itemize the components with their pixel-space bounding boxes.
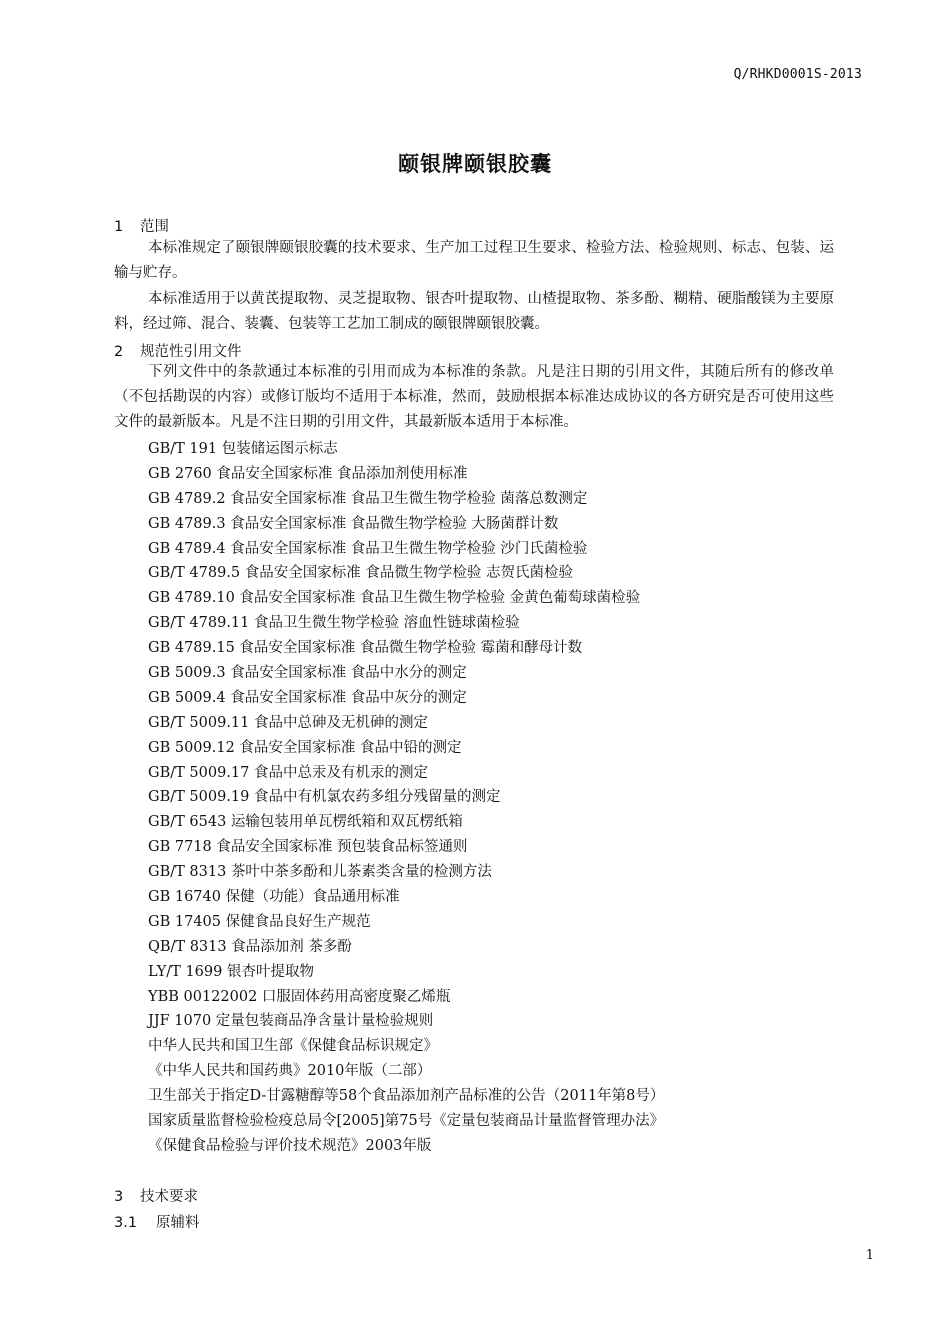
- section-title: 规范性引用文件: [140, 344, 242, 360]
- section-3-1-heading: [114, 1211, 200, 1232]
- reference-item: LY/T 1699 银杏叶提取物: [148, 963, 314, 980]
- scope-paragraph-1: 本标准规定了颐银牌颐银胶囊的技术要求、生产加工过程卫生要求、检验方法、检验规则、标志、包装、运输与贮存。: [114, 240, 834, 281]
- section-2-heading: [114, 340, 242, 361]
- reference-item: GB 16740 保健（功能）食品通用标准: [148, 889, 400, 906]
- reference-item: GB/T 4789.11 食品卫生微生物学检验 溶血性链球菌检验: [148, 615, 520, 632]
- reference-item: GB 4789.4 食品安全国家标准 食品卫生微生物学检验 沙门氏菌检验: [148, 540, 588, 557]
- page-number: 1: [865, 1248, 874, 1263]
- document-title: 颐银牌颐银胶囊: [398, 152, 552, 176]
- reference-item: 中华人民共和国卫生部《保健食品标识规定》: [148, 1038, 438, 1055]
- section-number: 2: [114, 344, 124, 360]
- reference-item: JJF 1070 定量包装商品净含量计量检验规则: [148, 1013, 434, 1030]
- section-title: 范围: [140, 219, 169, 235]
- section-3-heading: [114, 1185, 198, 1206]
- section-1-heading: [114, 215, 169, 236]
- reference-item: GB 2760 食品安全国家标准 食品添加剂使用标准: [148, 465, 468, 482]
- scope-paragraph-2: 本标准适用于以黄芪提取物、灵芝提取物、银杏叶提取物、山楂提取物、茶多酚、糊精、硬脂酸镁为主要原料，经过筛、混合、装囊、包装等工艺加工制成的颐银牌颐银胶囊。: [114, 291, 834, 332]
- reference-item: GB 4789.10 食品安全国家标准 食品卫生微生物学检验 金黄色葡萄球菌检验: [148, 590, 641, 607]
- reference-item: GB 17405 保健食品良好生产规范: [148, 913, 371, 930]
- reference-item: GB/T 5009.11 食品中总砷及无机砷的测定: [148, 714, 428, 731]
- reference-item: GB/T 5009.19 食品中有机氯农药多组分残留量的测定: [148, 789, 501, 806]
- section-number: 3.1: [114, 1215, 138, 1231]
- reference-item: GB 4789.3 食品安全国家标准 食品微生物学检验 大肠菌群计数: [148, 515, 559, 532]
- reference-item: GB 5009.4 食品安全国家标准 食品中灰分的测定: [148, 689, 467, 706]
- reference-item: QB/T 8313 食品添加剂 茶多酚: [148, 938, 352, 955]
- reference-list: [148, 437, 664, 1159]
- section-title: 技术要求: [140, 1189, 198, 1205]
- reference-item: GB 5009.12 食品安全国家标准 食品中铅的测定: [148, 739, 462, 756]
- reference-item: GB/T 5009.17 食品中总汞及有机汞的测定: [148, 764, 428, 781]
- normative-references-paragraph: 下列文件中的条款通过本标准的引用而成为本标准的条款。凡是注日期的引用文件，其随后所有的修改单（不包括勘误的内容）或修订版均不适用于本标准，然而，鼓励根据本标准达成协议的各方研究是否可使用这些文件的最新版本。凡是不注日期的引用文件，其最新版本适用于本标准。: [114, 364, 834, 430]
- reference-item: 《保健食品检验与评价技术规范》2003年版: [148, 1137, 432, 1154]
- reference-item: GB/T 191 包装储运图示标志: [148, 441, 338, 457]
- reference-item: GB/T 6543 运输包装用单瓦楞纸箱和双瓦楞纸箱: [148, 814, 463, 831]
- reference-item: 卫生部关于指定D-甘露糖醇等58个食品添加剂产品标准的公告（2011年第8号）: [148, 1088, 665, 1105]
- reference-item: 国家质量监督检验检疫总局令[2005]第75号《定量包装商品计量监督管理办法》: [148, 1113, 665, 1130]
- reference-item: YBB 00122002 口服固体药用高密度聚乙烯瓶: [148, 988, 451, 1005]
- reference-item: GB/T 4789.5 食品安全国家标准 食品微生物学检验 志贺氏菌检验: [148, 565, 573, 582]
- reference-item: GB 5009.3 食品安全国家标准 食品中水分的测定: [148, 665, 467, 682]
- reference-item: GB/T 8313 茶叶中茶多酚和儿茶素类含量的检测方法: [148, 864, 492, 881]
- section-title: 原辅料: [156, 1215, 200, 1231]
- reference-item: GB 7718 食品安全国家标准 预包装食品标签通则: [148, 839, 468, 856]
- section-number: 3: [114, 1189, 124, 1205]
- document-code: Q/RHKD0001S-2013: [733, 67, 862, 82]
- section-number: 1: [114, 219, 124, 235]
- reference-item: GB 4789.2 食品安全国家标准 食品卫生微生物学检验 菌落总数测定: [148, 490, 588, 507]
- reference-item: GB 4789.15 食品安全国家标准 食品微生物学检验 霉菌和酵母计数: [148, 640, 583, 657]
- reference-item: 《中华人民共和国药典》2010年版（二部）: [148, 1063, 432, 1080]
